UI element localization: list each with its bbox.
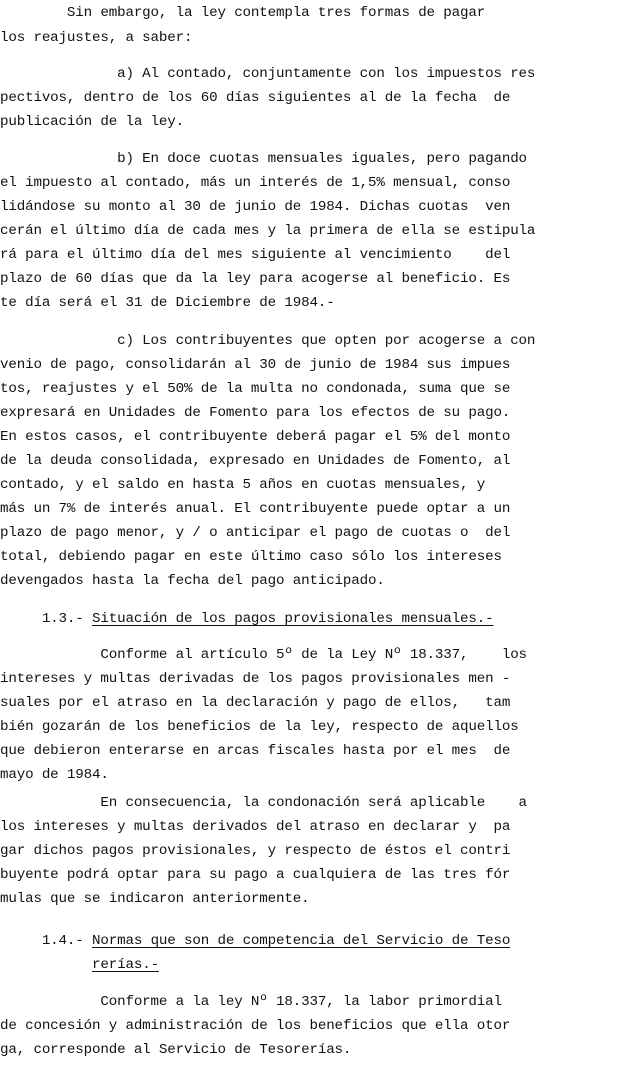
text-line: que debieron enterarse en arcas fiscales hasta por el mes de <box>0 743 511 759</box>
text-line: expresará en Unidades de Fomento para los efectos de su pago. <box>0 405 511 421</box>
text-line: c) Los contribuyentes que opten por acogerse a con <box>0 333 536 349</box>
section-heading-1-4 <box>0 934 510 948</box>
indent <box>0 957 92 973</box>
text-line: plazo de pago menor, y / o anticipar el pago de cuotas o del <box>0 525 511 541</box>
text-line: publicación de la ley. <box>0 114 185 130</box>
text-line: mayo de 1984. <box>0 767 109 783</box>
text-line: ga, corresponde al Servicio de Tesorerías. <box>0 1042 352 1058</box>
text-line: plazo de 60 días que da la ley para acogerse al beneficio. Es <box>0 271 511 287</box>
text-line: devengados hasta la fecha del pago anticipado. <box>0 573 385 589</box>
text-line: tos, reajustes y el 50% de la multa no condonada, suma que se <box>0 381 511 397</box>
text-line: En consecuencia, la condonación será aplicable a <box>0 795 527 811</box>
text-line: bién gozarán de los beneficios de la ley, respecto de aquellos <box>0 719 519 735</box>
text-line: los intereses y multas derivados del atraso en declarar y pa <box>0 819 511 835</box>
text-line: total, debiendo pagar en este último caso sólo los intereses <box>0 549 502 565</box>
text-line: suales por el atraso en la declaración y pago de ellos, tam <box>0 695 511 711</box>
text-line: intereses y multas derivadas de los pagos provisionales men - <box>0 671 511 687</box>
section-number: 1.4.- <box>0 933 93 949</box>
text-line: te día será el 31 de Diciembre de 1984.- <box>0 295 335 311</box>
section-heading-1-3 <box>0 612 493 626</box>
section-title: Normas que son de competencia del Servicio de Teso <box>92 933 511 949</box>
text-line: rá para el último día del mes siguiente al vencimiento del <box>0 247 511 263</box>
text-line: mulas que se indicaron anteriormente. <box>0 891 310 907</box>
text-line: Conforme al artículo 5º de la Ley Nº 18.337, los <box>0 647 527 663</box>
section-title: Situación de los pagos provisionales mensuales.- <box>92 611 494 627</box>
section-title: rerías.- <box>92 957 159 973</box>
text-line: En estos casos, el contribuyente deberá pagar el 5% del monto <box>0 429 511 445</box>
text-line: lidándose su monto al 30 de junio de 1984. Dichas cuotas ven <box>0 199 511 215</box>
text-line: pectivos, dentro de los 60 días siguientes al de la fecha de <box>0 90 511 106</box>
text-line: contado, y el saldo en hasta 5 años en cuotas mensuales, y <box>0 477 486 493</box>
text-line: a) Al contado, conjuntamente con los impuestos res <box>0 66 536 82</box>
text-line: cerán el último día de cada mes y la primera de ella se estipula <box>0 223 536 239</box>
text-line: más un 7% de interés anual. El contribuyente puede optar a un <box>0 501 511 517</box>
text-line: los reajustes, a saber: <box>0 30 193 46</box>
text-line: Sin embargo, la ley contempla tres formas de pagar <box>0 5 486 21</box>
text-line: venio de pago, consolidarán al 30 de junio de 1984 sus impues <box>0 357 511 373</box>
section-number: 1.3.- <box>0 611 93 627</box>
text-line: de la deuda consolidada, expresado en Unidades de Fomento, al <box>0 453 511 469</box>
text-line: buyente podrá optar para su pago a cualquiera de las tres fór <box>0 867 511 883</box>
text-line: el impuesto al contado, más un interés de 1,5% mensual, conso <box>0 175 511 191</box>
text-line: gar dichos pagos provisionales, y respecto de éstos el contri <box>0 843 511 859</box>
section-heading-1-4-cont <box>0 958 159 972</box>
text-line: b) En doce cuotas mensuales iguales, pero pagando <box>0 151 527 167</box>
text-line: de concesión y administración de los beneficios que ella otor <box>0 1018 511 1034</box>
text-line: Conforme a la ley Nº 18.337, la labor primordial <box>0 994 502 1010</box>
